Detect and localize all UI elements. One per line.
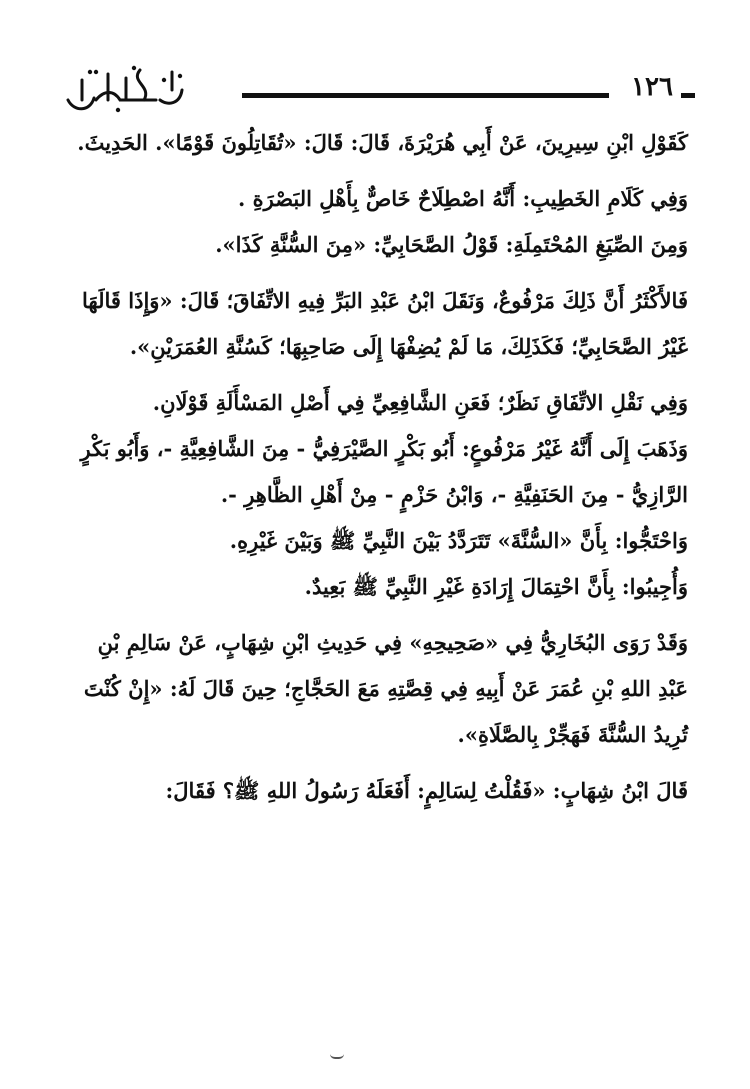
- calligraphy-logo-icon: [60, 60, 190, 118]
- paragraph-3: وَمِنَ الصِّيَغِ المُحْتَمِلَةِ: قَوْلُ الصَّحَابِيِّ: «مِنَ السُّنَّةِ كَذَا».: [215, 232, 688, 257]
- paragraph-10: قَالَ ابْنُ شِهَابٍ: «فَقُلْتُ لِسَالِمٍ: أَفَعَلَهُ رَسُولُ اللهِ ﷺ؟ فَقَالَ:: [165, 778, 688, 803]
- paragraph-5: وَفِي نَقْلِ الاتِّفَاقِ نَظَرٌ؛ فَعَنِ الشَّافِعِيِّ فِي أَصْلِ المَسْأَلَةِ قَوْلَانِ.: [152, 390, 688, 415]
- paragraph-6: وَذَهَبَ إِلَى أَنَّهُ غَيْرُ مَرْفُوعٍ: أَبُو بَكْرٍ الصَّيْرَفِيُّ - مِنَ الشَّافِعِيَّةِ -، وَأَبُو بَكْرٍ الرَّازِيُّ - مِنَ الحَنَفِيَّةِ -، وَابْنُ حَزْمٍ - مِنْ أَهْلِ الظَّاهِرِ -.: [80, 436, 688, 507]
- paragraph-2: وَفِي كَلَامِ الخَطِيبِ: أَنَّهُ اصْطِلَاحٌ خَاصٌّ بِأَهْلِ البَصْرَةِ .: [237, 186, 688, 211]
- paragraph-9: وَقَدْ رَوَى البُخَارِيُّ فِي «صَحِيحِهِ» فِي حَدِيثِ ابْنِ شِهَابٍ، عَنْ سَالِمِ بْنِ عَبْدِ اللهِ بْنِ عُمَرَ عَنْ أَبِيهِ فِي قِصَّتِهِ مَعَ الحَجَّاجِ؛ حِينَ قَالَ لَهُ: «إِنْ كُنْتَ تُرِيدُ السُّنَّةَ فَهَجِّرْ بِالصَّلَاةِ».: [83, 630, 688, 747]
- page-number-dash: [681, 93, 695, 98]
- page-foot-mark: [330, 1054, 344, 1059]
- page-body: [62, 120, 688, 814]
- header-rule: [242, 93, 609, 98]
- paragraph-4: فَالأَكْثَرُ أَنَّ ذَلِكَ مَرْفُوعٌ، وَنَقَلَ ابْنُ عَبْدِ البَرِّ فِيهِ الاتِّفَاقَ؛ قَالَ: «وَإِذَا قَالَهَا غَيْرُ الصَّحَابِيِّ؛ فَكَذَلِكَ، مَا لَمْ يُضِفْهَا إِلَى صَاحِبِهَا؛ كَسُنَّةِ العُمَرَيْنِ».: [82, 288, 688, 359]
- paragraph-1: كَقَوْلِ ابْنِ سِيرِينَ، عَنْ أَبِي هُرَيْرَةَ، قَالَ: قَالَ: «تُقَاتِلُونَ قَوْمًا». الحَدِيثَ.: [77, 130, 688, 155]
- paragraph-8: وَأُجِيبُوا: بِأَنَّ احْتِمَالَ إِرَادَةِ غَيْرِ النَّبِيِّ ﷺ بَعِيدٌ.: [304, 574, 688, 599]
- page-header: [60, 60, 695, 120]
- page-number: ١٢٦: [631, 72, 673, 102]
- paragraph-7: وَاحْتَجُّوا: بِأَنَّ «السُّنَّةَ» تَتَرَدَّدُ بَيْنَ النَّبِيِّ ﷺ وَبَيْنَ غَيْرِهِ.: [229, 528, 688, 553]
